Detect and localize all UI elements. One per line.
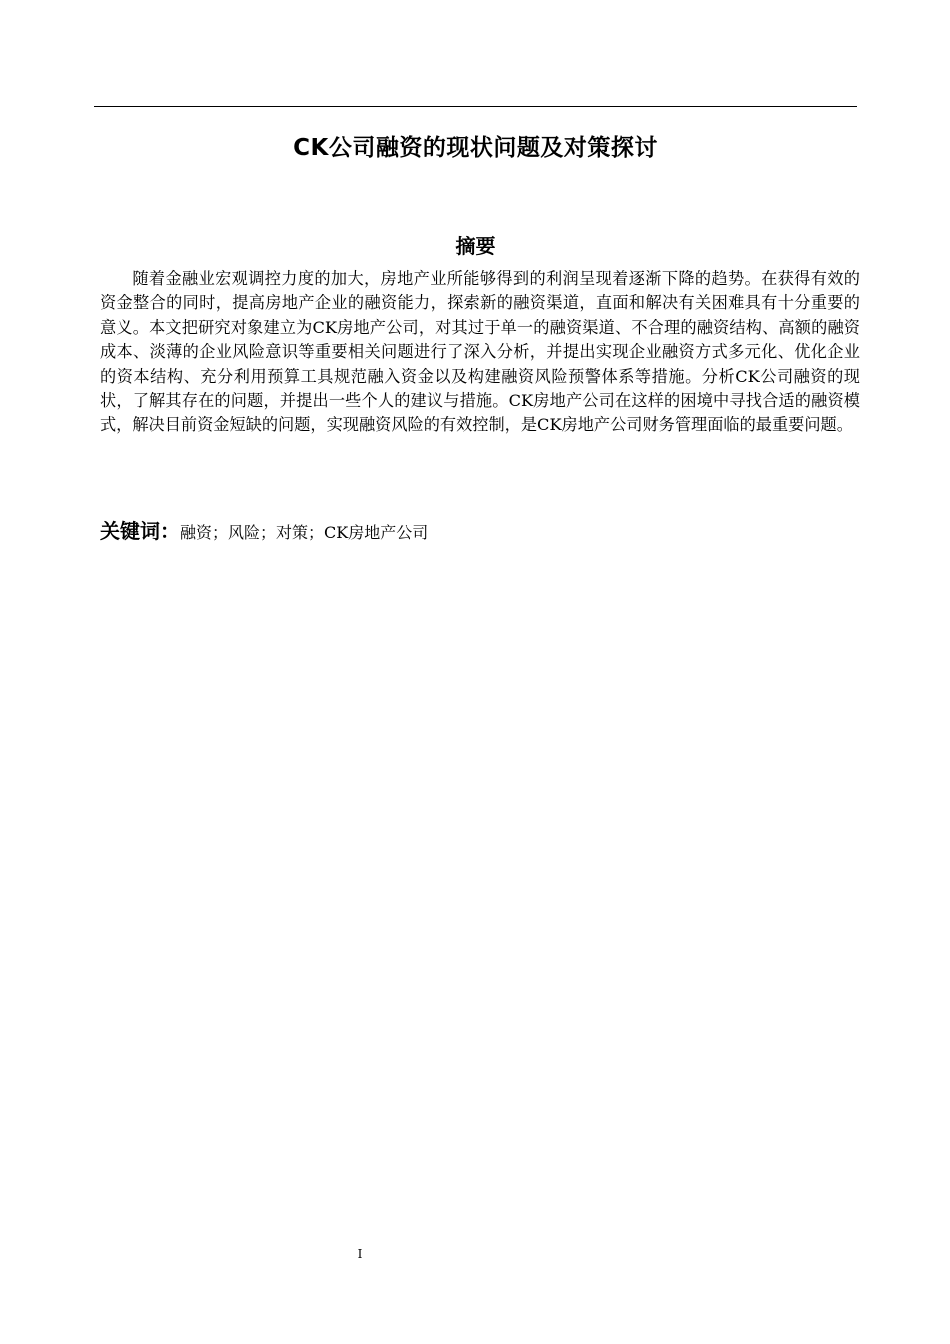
keywords-label: 关键词： [100,519,180,543]
document-title: CK公司融资的现状问题及对策探讨 [293,135,658,161]
keywords-text: 融资；风险；对策；CK房地产公司 [180,523,429,542]
abstract-body: 随着金融业宏观调控力度的加大，房地产业所能够得到的利润呈现着逐渐下降的趋势。在获得有效的资金整合的同时，提高房地产企业的融资能力，探索新的融资渠道，直面和解决有关困难具有十分重要的意义。本文把研究对象建立为CK房地产公司，对其过于单一的融资渠道、不合理的融资结构、高额的融资成本、淡薄的企业风险意识等重要相关问题进行了深入分析，并提出实现企业融资方式多元化、优化企业的资本结构、充分利用预算工具规范融入资金以及构建融资风险预警体系等措施。分析CK公司融资的现状，了解其存在的问题，并提出一些个人的建议与措施。CK房地产公司在这样的困境中寻找合适的融资模式，解决目前资金短缺的问题，实现融资风险的有效控制，是CK房地产公司财务管理面临的最重要问题。 [100,269,860,435]
abstract-heading: 摘要 [455,234,496,258]
header-rule [94,106,857,107]
page-number: I [357,1247,363,1261]
keywords-line [100,514,860,551]
